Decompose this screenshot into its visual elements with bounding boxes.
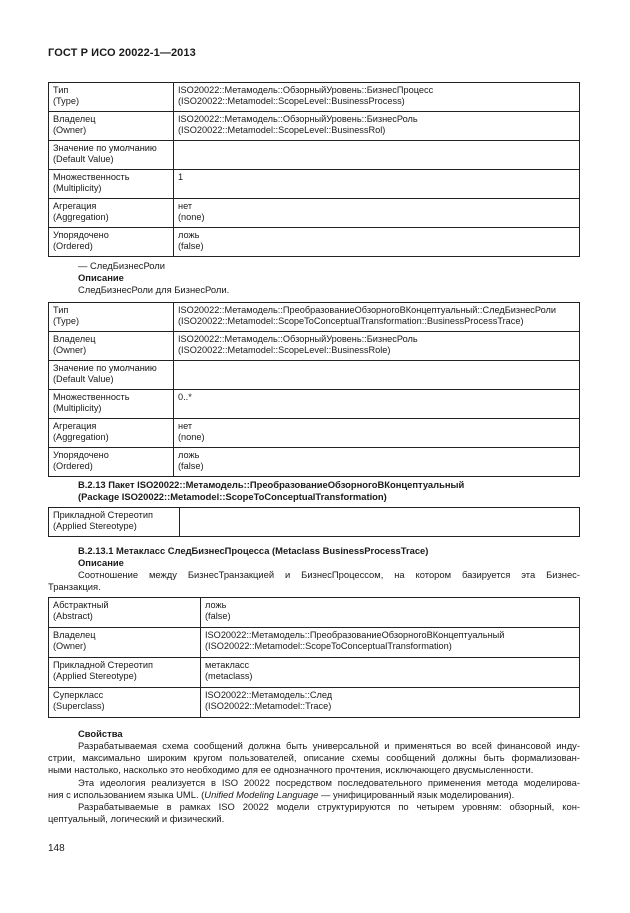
property-value-cell (174, 419, 580, 448)
table-row (49, 228, 580, 257)
table-row (49, 390, 580, 419)
property-value-text: 0..* (178, 392, 192, 402)
property-value-text: 1 (178, 172, 184, 182)
property-name-cell (49, 170, 174, 199)
table-row (49, 598, 580, 628)
para1-line1: Разрабатываемая схема сообщений должна быть универсальной и применяться во всей финансовой инду- (78, 740, 580, 751)
property-value-text: ISO20022::Метамодель::ОбзорныйУровень::БизнесРоль (178, 334, 418, 344)
property-value-text: (metaclass) (205, 671, 253, 681)
property-name-text: (Aggregation) (53, 432, 109, 442)
para1-line2: стрии, максимально широким кругом пользователей, описание схемы сообщений должны быть формализован- (48, 752, 580, 764)
property-value-text: (false) (178, 241, 204, 251)
table-row (49, 688, 580, 718)
description-text-1: СледБизнесРоли для БизнесРоли. (78, 284, 230, 295)
attribute-table-1 (48, 82, 580, 257)
property-name-cell (49, 688, 201, 718)
table-row (49, 170, 580, 199)
description-text-2b: Транзакция. (48, 581, 101, 592)
description-text-2a: Соотношение между БизнесТранзакцией и БизнесПроцессом, на котором базируется эта Бизнес- (78, 569, 580, 580)
page-number: 148 (48, 843, 65, 854)
property-name-text: (Superclass) (53, 701, 105, 711)
property-value-text: (false) (178, 461, 204, 471)
attribute-table-3 (48, 507, 580, 537)
property-value-cell (174, 303, 580, 332)
property-name-text: (Abstract) (53, 611, 93, 621)
property-name-text: Множественность (53, 392, 130, 402)
property-value-cell (201, 688, 580, 718)
property-name-cell (49, 303, 174, 332)
para2-text-a: ния с использованием языка UML. ( (48, 788, 205, 800)
table-row (49, 141, 580, 170)
property-name-text: (Type) (53, 96, 80, 106)
table-row (49, 658, 580, 688)
para1-line3: ными настолько, насколько это необходимо для ее однозначного прочтения, исключающего двусмысленности. (48, 764, 534, 776)
property-value-cell (174, 361, 580, 390)
property-value-text: (ISO20022::Metamodel::ScopeLevel::BusinessRol) (178, 125, 386, 135)
table-row (49, 112, 580, 141)
property-name-text: Владелец (53, 334, 96, 344)
property-name-text: Тип (53, 305, 69, 315)
property-value-text: ISO20022::Метамодель::ПреобразованиеОбзорногоВКонцептуальный (205, 630, 505, 640)
property-name-cell (49, 658, 201, 688)
property-name-cell (49, 112, 174, 141)
table-row (49, 83, 580, 112)
property-name-text: Владелец (53, 630, 96, 640)
property-value-text: (ISO20022::Metamodel::Trace) (205, 701, 332, 711)
property-value-cell (174, 332, 580, 361)
property-value-text: нет (178, 201, 193, 211)
property-name-text: Упорядочено (53, 450, 109, 460)
property-value-cell (174, 170, 580, 199)
property-name-text: (Multiplicity) (53, 403, 102, 413)
list-item-trace-role: — СледБизнесРоли (78, 260, 166, 271)
property-name-text: (Aggregation) (53, 212, 109, 222)
property-value-text: ISO20022::Метамодель::ОбзорныйУровень::БизнесПроцесс (178, 85, 434, 95)
property-value-text: ложь (178, 450, 200, 460)
property-name-text: Значение по умолчанию (53, 363, 157, 373)
property-value-text: (ISO20022::Metamodel::ScopeLevel::BusinessRole) (178, 345, 391, 355)
attribute-table-2 (48, 302, 580, 477)
property-name-text: Прикладной Стереотип (53, 660, 153, 670)
property-name-cell (49, 628, 201, 658)
property-name-text: (Ordered) (53, 461, 93, 471)
property-name-cell (49, 199, 174, 228)
property-value-text: (none) (178, 432, 205, 442)
property-name-text: (Ordered) (53, 241, 93, 251)
table-row (49, 332, 580, 361)
property-value-cell (180, 508, 580, 537)
property-value-cell (174, 199, 580, 228)
property-name-cell (49, 141, 174, 170)
table-row (49, 361, 580, 390)
property-value-cell (201, 628, 580, 658)
property-name-text: Абстрактный (53, 600, 109, 610)
property-value-cell (174, 390, 580, 419)
table-row (49, 199, 580, 228)
property-value-text: (ISO20022::Metamodel::ScopeToConceptualTransformation) (205, 641, 452, 651)
property-name-text: Суперкласс (53, 690, 104, 700)
property-value-cell (174, 83, 580, 112)
property-name-text: Множественность (53, 172, 130, 182)
property-name-text: (Default Value) (53, 154, 114, 164)
property-name-text: (Owner) (53, 641, 87, 651)
table-row (49, 508, 580, 537)
property-name-text: Тип (53, 85, 69, 95)
property-value-text: ложь (205, 600, 227, 610)
property-value-text: (ISO20022::Metamodel::ScopeToConceptualTransformation::BusinessProcessTrace) (178, 316, 524, 326)
property-name-cell (49, 361, 174, 390)
property-value-cell (174, 228, 580, 257)
section-heading-b213-line1: В.2.13 Пакет ISO20022::Метамодель::ПреобразованиеОбзорногоВКонцептуальный (78, 479, 465, 490)
para2-line1: Эта идеология реализуется в ISO 20022 посредством последовательного применения метода моделирова- (78, 776, 580, 788)
property-name-cell (49, 419, 174, 448)
section-heading-b213-line2: (Package ISO20022::Metamodel::ScopeToConceptualTransformation) (78, 491, 387, 502)
property-name-text: Упорядочено (53, 230, 109, 240)
property-name-text: (Default Value) (53, 374, 114, 384)
description-heading-1: Описание (78, 272, 124, 283)
property-name-cell (49, 390, 174, 419)
property-value-cell (201, 658, 580, 688)
para2-line2 (48, 789, 580, 801)
property-name-text: Значение по умолчанию (53, 143, 157, 153)
table-row (49, 419, 580, 448)
attribute-table-4 (48, 597, 580, 718)
property-name-text: (Applied Stereotype) (53, 671, 137, 681)
property-value-cell (174, 448, 580, 477)
para2-text-em: Unified Modeling Language (204, 788, 319, 800)
property-value-text: (false) (205, 611, 231, 621)
property-value-cell (174, 141, 580, 170)
property-name-text: (Owner) (53, 345, 87, 355)
property-name-text: (Multiplicity) (53, 183, 102, 193)
properties-heading: Свойства (78, 728, 123, 739)
property-name-cell (49, 228, 174, 257)
property-value-text: (ISO20022::Metamodel::ScopeLevel::BusinessProcess) (178, 96, 405, 106)
property-name-text: (Type) (53, 316, 80, 326)
property-name-cell (49, 83, 174, 112)
table-row (49, 448, 580, 477)
property-value-text: ISO20022::Метамодель::ОбзорныйУровень::БизнесРоль (178, 114, 418, 124)
property-value-text: ISO20022::Метамодель::ПреобразованиеОбзорногоВКонцептуальный::СледБизнесРоли (178, 305, 557, 315)
property-name-cell (49, 448, 174, 477)
section-heading-b2131: В.2.13.1 Метакласс СледБизнесПроцесса (Metaclass BusinessProcessTrace) (78, 545, 429, 556)
property-name-text: Прикладной Стереотип (53, 510, 153, 520)
description-heading-2: Описание (78, 557, 124, 568)
property-name-cell (49, 332, 174, 361)
table-row (49, 628, 580, 658)
property-value-cell (201, 598, 580, 628)
properties-paragraphs (48, 740, 580, 825)
property-value-cell (174, 112, 580, 141)
property-name-text: Владелец (53, 114, 96, 124)
property-value-text: ложь (178, 230, 200, 240)
table-row (49, 303, 580, 332)
property-value-text: нет (178, 421, 193, 431)
property-name-cell (49, 508, 180, 537)
para3-line1: Разрабатываемые в рамках ISO 20022 модели структурируются по четырем уровням: обзорный, кон- (78, 801, 580, 813)
para3-line2: цептуальный, логический и физический. (48, 813, 225, 825)
property-name-text: Агрегация (53, 421, 97, 431)
property-name-text: Агрегация (53, 201, 97, 211)
property-name-cell (49, 598, 201, 628)
property-name-text: (Owner) (53, 125, 87, 135)
property-name-text: (Applied Stereotype) (53, 521, 137, 531)
para2-text-b: — унифицированный язык моделирования). (318, 788, 515, 800)
page-header: ГОСТ Р ИСО 20022-1—2013 (48, 47, 196, 59)
property-value-text: ISO20022::Метамодель::След (205, 690, 333, 700)
property-value-text: (none) (178, 212, 205, 222)
property-value-text: метакласс (205, 660, 250, 670)
